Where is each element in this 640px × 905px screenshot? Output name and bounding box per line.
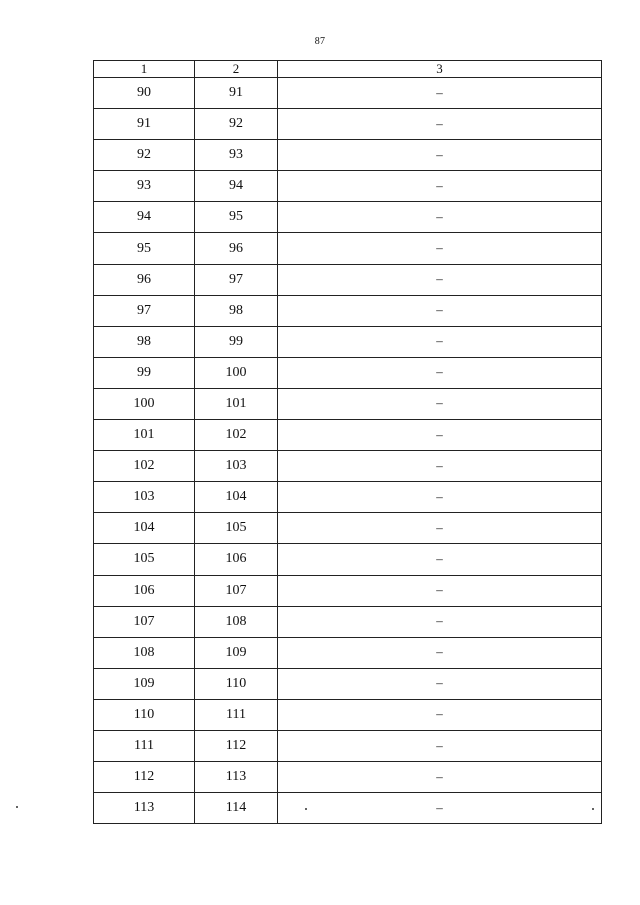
table-cell-col-2: 110	[195, 668, 278, 699]
column-header-2: 2	[195, 61, 278, 78]
dash-mark: –	[436, 550, 443, 566]
table-cell-col-1: 99	[94, 357, 195, 388]
dash-mark: –	[436, 768, 443, 784]
dash-mark: –	[436, 208, 443, 224]
table-cell-col-1: 110	[94, 699, 195, 730]
table-cell-col-1: 101	[94, 420, 195, 451]
table-cell-col-2: 109	[195, 637, 278, 668]
table-row	[94, 482, 602, 513]
dash-mark: –	[436, 177, 443, 193]
table-row	[94, 451, 602, 482]
table-cell-col-3	[278, 637, 602, 668]
table-row	[94, 171, 602, 202]
table-cell-col-3	[278, 420, 602, 451]
table-cell-col-3	[278, 264, 602, 295]
scan-speck	[305, 808, 307, 810]
dash-mark: –	[436, 146, 443, 162]
table-cell-col-1: 104	[94, 513, 195, 544]
dash-mark: –	[436, 457, 443, 473]
table-cell-col-3	[278, 668, 602, 699]
page-number: 87	[314, 36, 326, 47]
table-cell-col-3	[278, 295, 602, 326]
table-cell-col-2: 111	[195, 699, 278, 730]
table-cell-col-2: 96	[195, 233, 278, 264]
dash-mark: –	[436, 519, 443, 535]
table-cell-col-3	[278, 544, 602, 575]
table-cell-col-1: 107	[94, 606, 195, 637]
table-cell-col-2: 98	[195, 295, 278, 326]
table-row	[94, 606, 602, 637]
table-row	[94, 762, 602, 793]
dash-mark: –	[436, 364, 443, 380]
table-cell-col-3	[278, 762, 602, 793]
table-row	[94, 637, 602, 668]
table-cell-col-2: 103	[195, 451, 278, 482]
table-cell-col-1: 93	[94, 171, 195, 202]
table-cell-col-2: 114	[195, 793, 278, 824]
table-cell-col-3	[278, 140, 602, 171]
table-cell-col-1: 92	[94, 140, 195, 171]
dash-mark: –	[436, 84, 443, 100]
table-row	[94, 357, 602, 388]
table-cell-col-3	[278, 171, 602, 202]
table-cell-col-2: 93	[195, 140, 278, 171]
table-cell-col-2: 112	[195, 730, 278, 761]
table-cell-col-1: 112	[94, 762, 195, 793]
dash-mark: –	[436, 613, 443, 629]
table-cell-col-1: 97	[94, 295, 195, 326]
table-cell-col-2: 94	[195, 171, 278, 202]
table-row	[94, 78, 602, 109]
column-header-1: 1	[94, 61, 195, 78]
dash-mark: –	[436, 115, 443, 131]
table-cell-col-3	[278, 482, 602, 513]
table-row	[94, 668, 602, 699]
table-row	[94, 295, 602, 326]
table-cell-col-3	[278, 109, 602, 140]
dash-mark: –	[436, 426, 443, 442]
table-cell-col-2: 104	[195, 482, 278, 513]
table-cell-col-1: 105	[94, 544, 195, 575]
table-cell-col-2: 99	[195, 326, 278, 357]
table-row	[94, 326, 602, 357]
table-cell-col-2: 108	[195, 606, 278, 637]
dash-mark: –	[436, 271, 443, 287]
dash-mark: –	[436, 302, 443, 318]
column-header-3: 3	[278, 61, 602, 78]
data-table	[93, 60, 602, 824]
table-cell-col-1: 109	[94, 668, 195, 699]
dash-mark: –	[436, 240, 443, 256]
table-cell-col-3	[278, 202, 602, 233]
table-cell-col-3	[278, 326, 602, 357]
table-cell-col-2: 107	[195, 575, 278, 606]
table-cell-col-1: 96	[94, 264, 195, 295]
table-cell-col-1: 106	[94, 575, 195, 606]
table-cell-col-3	[278, 606, 602, 637]
table-cell-col-2: 106	[195, 544, 278, 575]
table-row	[94, 264, 602, 295]
scan-speck	[16, 806, 18, 808]
table-cell-col-3	[278, 730, 602, 761]
table-cell-col-3	[278, 357, 602, 388]
dash-mark: –	[436, 737, 443, 753]
table-row	[94, 233, 602, 264]
table-cell-col-1: 103	[94, 482, 195, 513]
dash-mark: –	[436, 395, 443, 411]
table-cell-col-1: 102	[94, 451, 195, 482]
dash-mark: –	[436, 644, 443, 660]
table-cell-col-1: 94	[94, 202, 195, 233]
table-cell-col-3	[278, 699, 602, 730]
table-cell-col-3	[278, 793, 602, 824]
table-row	[94, 730, 602, 761]
table-cell-col-3	[278, 233, 602, 264]
table-cell-col-3	[278, 513, 602, 544]
table-row	[94, 202, 602, 233]
dash-mark: –	[436, 799, 443, 815]
scan-speck	[592, 808, 594, 810]
table-row	[94, 699, 602, 730]
table-cell-col-1: 91	[94, 109, 195, 140]
table-cell-col-2: 102	[195, 420, 278, 451]
dash-mark: –	[436, 675, 443, 691]
table-cell-col-1: 111	[94, 730, 195, 761]
table-cell-col-2: 95	[195, 202, 278, 233]
table-row	[94, 388, 602, 419]
table-cell-col-2: 91	[195, 78, 278, 109]
table-row	[94, 420, 602, 451]
table-cell-col-2: 113	[195, 762, 278, 793]
table-cell-col-1: 113	[94, 793, 195, 824]
table-cell-col-2: 101	[195, 388, 278, 419]
table-cell-col-1: 108	[94, 637, 195, 668]
table-cell-col-3	[278, 575, 602, 606]
table-cell-col-2: 105	[195, 513, 278, 544]
table-cell-col-2: 100	[195, 357, 278, 388]
table-cell-col-1: 98	[94, 326, 195, 357]
table-cell-col-3	[278, 451, 602, 482]
table-cell-col-2: 97	[195, 264, 278, 295]
table-cell-col-3	[278, 388, 602, 419]
table-row	[94, 544, 602, 575]
table-row	[94, 575, 602, 606]
table-row	[94, 513, 602, 544]
dash-mark: –	[436, 582, 443, 598]
dash-mark: –	[436, 488, 443, 504]
table-row	[94, 140, 602, 171]
dash-mark: –	[436, 333, 443, 349]
table-row	[94, 793, 602, 824]
table-body	[94, 78, 602, 824]
table-cell-col-1: 100	[94, 388, 195, 419]
table-cell-col-1: 90	[94, 78, 195, 109]
table-cell-col-1: 95	[94, 233, 195, 264]
table-cell-col-2: 92	[195, 109, 278, 140]
table-header-row	[94, 61, 602, 78]
dash-mark: –	[436, 706, 443, 722]
table-row	[94, 109, 602, 140]
table-cell-col-3	[278, 78, 602, 109]
